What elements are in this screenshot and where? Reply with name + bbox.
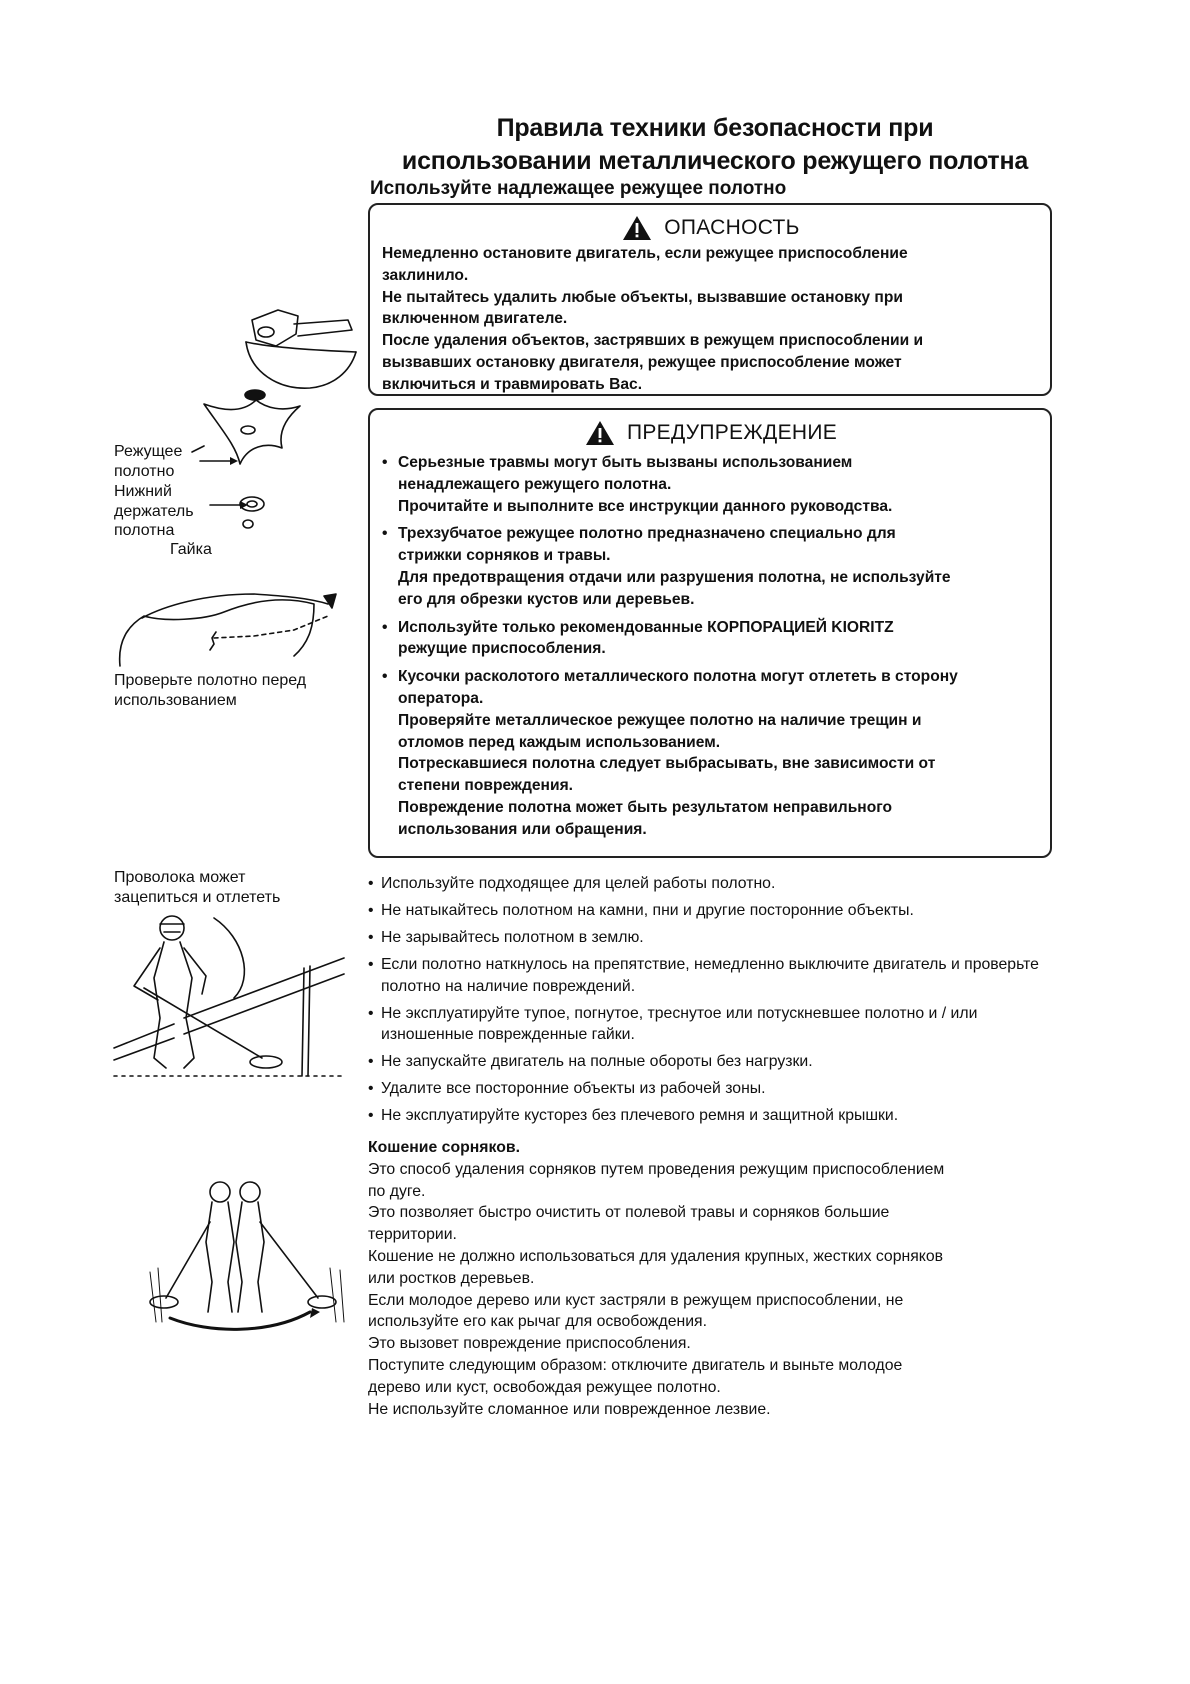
list-item: • Удалите все посторонние объекты из рабочей зоны.	[368, 1078, 1068, 1100]
mowing-line: по дуге.	[368, 1182, 426, 1200]
warning-item	[382, 617, 1040, 661]
label-line: зацепиться и отлететь	[114, 888, 281, 906]
label-line: полотна	[114, 522, 175, 539]
mowing-section	[368, 1137, 1068, 1420]
warning-line: режущие приспособления.	[398, 640, 606, 658]
mowing-line: используйте его как рычаг для освобождения.	[368, 1313, 707, 1331]
danger-box	[368, 203, 1052, 396]
warning-line: • Серьезные травмы могут быть вызваны использованием	[398, 454, 853, 471]
mowing-line: дерево или куст, освобождая режущее полотно.	[368, 1378, 721, 1396]
label-line: Нижний	[114, 483, 172, 500]
mowing-operators-illustration	[150, 1172, 350, 1322]
title-line-2: использовании металлического режущего полотна	[401, 147, 1029, 175]
warning-line: • Кусочки расколотого металлического полотна могут отлететь в сторону	[398, 668, 958, 686]
blade-guard-illustration	[238, 302, 363, 397]
warning-line: Прочитайте и выполните все инструкции данного руководства.	[398, 497, 893, 515]
label-line: Проверьте полотно перед	[114, 672, 307, 689]
warning-line: оператора.	[398, 689, 484, 707]
mowing-line: или ростков деревьев.	[368, 1269, 535, 1287]
danger-heading	[382, 213, 1040, 243]
warning-line: его для обрезки кустов или деревьев.	[398, 590, 695, 608]
mowing-line: Кошение не должно использоваться для удаления крупных, жестких сорняков	[368, 1247, 944, 1265]
title-line-1: Правила техники безопасности при	[496, 114, 934, 142]
warning-heading	[382, 418, 1040, 448]
warning-heading-text: ПРЕДУПРЕЖДЕНИЕ	[626, 421, 838, 444]
warning-line: использования или обращения.	[398, 820, 647, 838]
list-item: • Не эксплуатируйте кусторез без плечевого ремня и защитной крышки.	[368, 1105, 1068, 1127]
blade-holder-illustration	[226, 492, 276, 532]
warning-triangle-icon	[585, 420, 615, 446]
warning-item	[382, 523, 1040, 610]
mowing-line: Не используйте сломанное или поврежденное лезвие.	[368, 1400, 771, 1418]
list-item: • Не эксплуатируйте тупое, погнутое, треснутое или потускневшее полотно и / или изношенные поврежденные гайки.	[368, 1003, 1068, 1046]
label-line: полотно	[114, 462, 175, 480]
warning-line: стрижки сорняков и травы.	[398, 547, 611, 565]
warning-line: Проверяйте металлическое режущее полотно на наличие трещин и	[398, 711, 922, 729]
label-line: Режущее	[114, 443, 183, 460]
mowing-line: Если молодое дерево или куст застряли в режущем приспособлении, не	[368, 1291, 904, 1309]
danger-line: После удаления объектов, застрявших в режущем приспособлении и	[382, 332, 924, 350]
label-check-blade	[114, 671, 306, 710]
danger-line: Немедленно остановите двигатель, если режущее приспособление	[382, 245, 908, 262]
list-item: • Используйте подходящее для целей работы полотно.	[368, 873, 1068, 895]
list-item: • Не запускайте двигатель на полные обороты без нагрузки.	[368, 1051, 1068, 1073]
warning-line: Для предотвращения отдачи или разрушения полотна, не используйте	[398, 568, 951, 586]
page-title	[330, 112, 1100, 178]
operator-wire-illustration	[114, 908, 344, 1078]
warning-line: ненадлежащего режущего полотна.	[398, 475, 672, 493]
label-line: держатель	[114, 502, 194, 520]
blade-crack-illustration	[114, 588, 344, 670]
section-subtitle: Используйте надлежащее режущее полотно	[370, 178, 787, 199]
mowing-line: территории.	[368, 1226, 457, 1244]
warning-item	[382, 452, 1040, 517]
warning-line: • Трехзубчатое режущее полотно предназначено специально для	[398, 525, 896, 543]
warning-triangle-icon	[622, 215, 652, 241]
warning-line: • Используйте только рекомендованные КОРПОРАЦИЕЙ KIORITZ	[398, 618, 894, 636]
warning-list	[382, 452, 1040, 841]
list-item: • Не натыкайтесь полотном на камни, пни и другие посторонние объекты.	[368, 900, 1068, 922]
list-item: • Если полотно наткнулось на препятствие, немедленно выключите двигатель и проверьте полотно на наличие повреждений.	[368, 954, 1068, 997]
arrow-icon	[210, 500, 250, 510]
mowing-line: Это позволяет быстро очистить от полевой травы и сорняков большие	[368, 1204, 890, 1222]
label-cutting-blade	[114, 442, 182, 481]
mowing-line: Поступите следующим образом: отключите двигатель и выньте молодое	[368, 1356, 903, 1374]
warning-line: Повреждение полотна может быть результатом неправильного	[398, 798, 893, 816]
warning-box	[368, 408, 1052, 858]
warning-line: отломов перед каждым использованием.	[398, 733, 721, 751]
mowing-line: Это способ удаления сорняков путем проведения режущим приспособлением	[368, 1160, 945, 1178]
warning-line: степени повреждения.	[398, 777, 573, 795]
label-wire-warning	[114, 868, 280, 907]
danger-line: вызвавших остановку двигателя, режущее приспособление может	[382, 353, 902, 371]
mowing-title: Кошение сорняков.	[368, 1139, 520, 1156]
danger-line: включенном двигателе.	[382, 310, 568, 328]
danger-line: заклинило.	[382, 266, 469, 284]
label-line: использованием	[114, 691, 237, 709]
danger-heading-text: ОПАСНОСТЬ	[664, 216, 800, 239]
danger-line: включиться и травмировать Вас.	[382, 375, 643, 393]
mowing-line: Это вызовет повреждение приспособления.	[368, 1335, 691, 1353]
warning-line: Потрескавшиеся полотна следует выбрасывать, вне зависимости от	[398, 755, 936, 773]
danger-line: Не пытайтесь удалить любые объекты, вызвавшие остановку при	[382, 288, 903, 306]
label-line: Проволока может	[114, 869, 246, 886]
danger-text	[382, 243, 1040, 396]
warning-item	[382, 666, 1040, 840]
label-lower-holder	[114, 482, 194, 541]
list-item: • Не зарывайтесь полотном в землю.	[368, 927, 1068, 949]
arrow-icon	[200, 456, 240, 466]
safety-list	[368, 873, 1068, 1132]
label-nut: Гайка	[170, 541, 212, 558]
